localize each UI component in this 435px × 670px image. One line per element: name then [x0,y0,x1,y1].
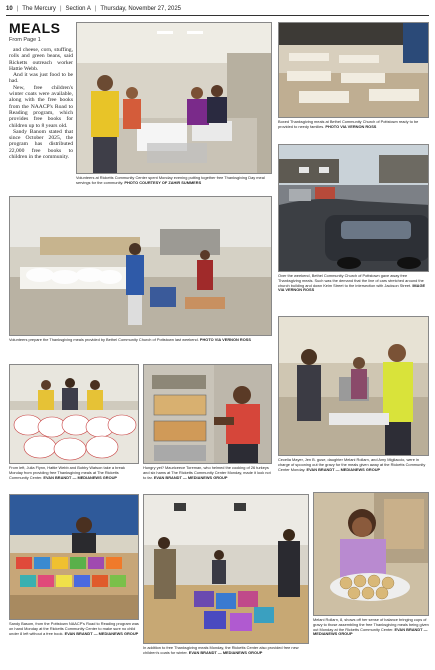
caption-winter-coats [143,646,309,656]
photo-books-table [9,494,139,620]
caption-text: Cecelia Mayer, Jen B. guse, daughter Melani Rollarn, and Amy Migliaccio, were in charge of spooning out the gravy for the meals given away at the Ricketts Community Center Monday. [278,457,426,472]
paper-name: The Mercury [22,6,56,12]
photo-credit: EVAN BRANDT — MEDIANEWS GROUP [64,630,139,636]
caption-line-of-cars [278,274,429,293]
photo-credit: EVAN BRANDT — MEDIANEWS GROUP [313,626,428,637]
photo-bethel-volunteers [9,196,272,336]
issue-date: Thursday, November 27, 2025 [100,6,182,12]
caption-text: Hungry yet? Mauriceece Toreman, who helmed the cooking of 26 turkeys and six hams at The Ricketts Community Center Monday, made it look not to far. [143,465,271,480]
article-body [9,47,73,160]
caption-turkey-cook [143,466,272,480]
caption-text: Boxed Thanksgiving meals at Bethel Community Church of Pottstown ready to be provided to needy families. [278,119,419,129]
caption-text: Volunteers prepare the Thanksgiving meals provided by Bethel Community Church of Pottstown last weekend. [9,337,200,342]
paragraph: And it was just food to be had. [9,72,73,85]
caption-boxed-meals [278,120,429,130]
caption-text: Melani Rollarn, 8, shows off her sense of balance bringing cups of gravy to those assembling the free Thanksgiving meals being given out Monday at the Ricketts Community Center. [313,617,429,632]
paragraph: and cheese, corn, stuffing, rolls and green beans, said Ricketts outreach worker Hattie Webb. [9,47,73,72]
page-header [6,3,429,15]
photo-credit: PHOTO COURTESY OF ZAHIR SUMMERS [124,179,202,185]
caption-girl-with-gravy [313,618,429,637]
photo-turkey-cook [143,364,272,464]
caption-text: Over the weekend, Bethel Community Church of Pottstown gave away free Thanksgiving meals. Such was the demand that the line of cars stretched around the church building and down Keim Street to the intersection with Jackson Street. [278,273,424,288]
page-number: 10 [6,6,13,12]
caption-text: Volunteers at Ricketts Community Center spent Monday evening putting together free Thanksgiving Day meal servings for the community. [76,175,265,185]
jump-line: From Page 1 [9,37,41,43]
header-separator: | [16,6,19,12]
caption-volunteers-with-bags [9,466,139,480]
photo-kitchen-volunteers [76,22,272,174]
photo-credit: EVAN BRANDT — MEDIANEWS GROUP [43,474,118,480]
caption-bethel-volunteers [9,338,272,343]
photo-girl-with-gravy [313,492,429,616]
photo-line-of-cars [278,144,429,272]
photo-winter-coats [143,494,309,644]
photo-volunteers-with-bags [9,364,139,464]
photo-boxed-meals [278,22,429,118]
caption-books-table [9,622,139,636]
photo-credit: PHOTO VIA VERNON ROSS [199,337,251,342]
photo-credit: IMAGE VIA VERNON ROSS [278,282,426,293]
caption-text: In addition to free Thanksgiving meals Monday, the Ricketts Center also provided free new children's coats for winter. [143,645,299,655]
caption-text: From left, Julia Flynn, Hattie Webb and Bobby Watson take a break Monday from providing free Thanksgiving meals at The Ricketts Community Center. [9,465,125,480]
caption-text: Sandy Basom, from the Pottstown NAACP's Road to Reading program was on hand Monday at the Ricketts Community Center to make sure no child under 8 left without a free book. [9,621,139,636]
header-separator: | [59,6,62,12]
section-label: Section A [65,6,91,12]
paragraph: New, free children's winter coats were available, along with the free books from the NAACP's Road to Reading program, which provides free books for children up to 8 years old. [9,84,73,129]
caption-gravy-volunteers [278,458,429,472]
header-separator: | [94,6,97,12]
header-rule [6,15,429,16]
photo-credit: EVAN BRANDT — MEDIANEWS GROUP [306,466,381,472]
article-headline: MEALS [9,20,61,36]
photo-credit: EVAN BRANDT — MEDIANEWS GROUP [188,649,263,655]
photo-gravy-volunteers [278,316,429,456]
photo-credit: PHOTO VIA VERNON ROSS [325,123,377,129]
caption-kitchen-volunteers [76,176,272,186]
photo-credit: EVAN BRANDT — MEDIANEWS GROUP [153,474,228,480]
paragraph: Sandy Banom stated that since October 2025, the program has distributed 22,000 free books to children in the community. [9,128,73,161]
